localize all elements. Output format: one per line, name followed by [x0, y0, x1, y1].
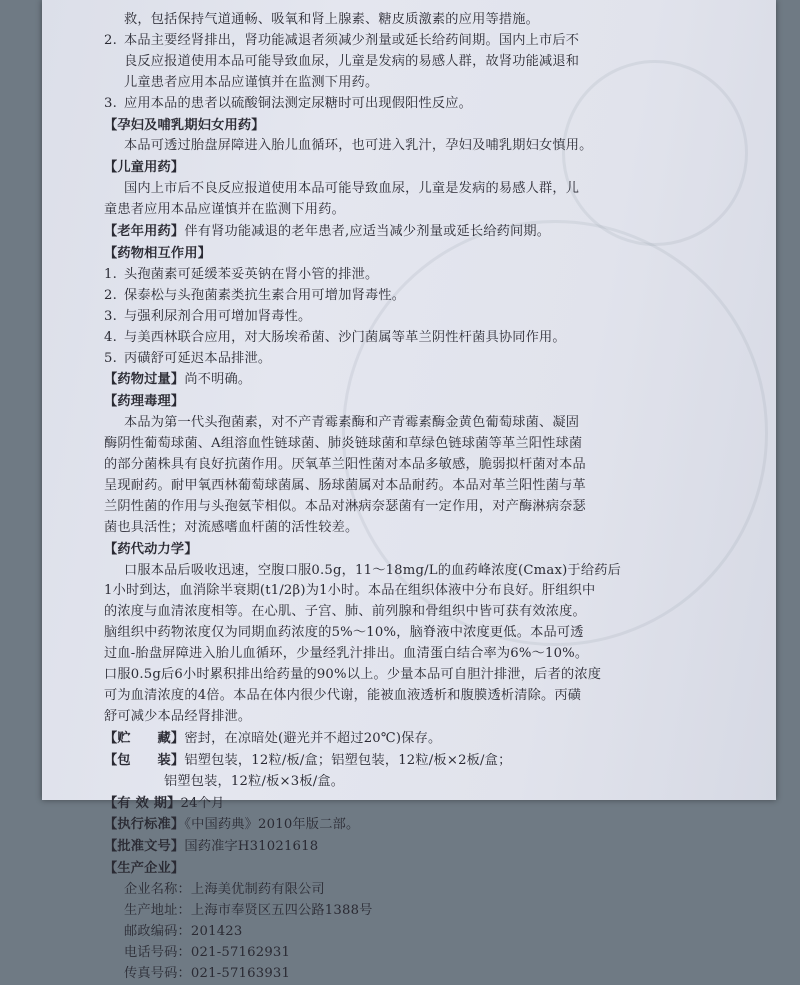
line-text: 丙磺舒可延迟本品排泄。 — [124, 350, 272, 366]
section-tag: 【有 效 期】 — [104, 795, 181, 811]
text-line — [104, 265, 744, 286]
section-tag: 【贮 藏】 — [104, 730, 185, 746]
text-line — [104, 943, 744, 964]
text-line — [104, 880, 744, 901]
line-text: 国内上市后不良反应报道使用本品可能导致血尿，儿童是发病的易感人群，儿 — [124, 181, 580, 197]
text-line — [104, 136, 744, 157]
section-header-line — [104, 729, 744, 750]
section-header-line — [104, 158, 744, 179]
section-header-line — [104, 751, 744, 772]
text-line — [104, 901, 744, 922]
line-text: 传真号码：021-57163931 — [124, 965, 291, 981]
text-line — [104, 665, 744, 686]
line-text: 的浓度与血清浓度相等。在心肌、子宫、肺、前列腺和骨组织中皆可获有效浓度。 — [104, 604, 586, 620]
text-line — [104, 52, 744, 73]
list-number: 3. — [104, 308, 117, 324]
line-text: 电话号码：021-57162931 — [124, 944, 291, 960]
text-line — [104, 328, 744, 349]
text-line — [104, 686, 744, 707]
line-text: 酶阴性葡萄球菌、A组溶血性链球菌、肺炎链球菌和草绿色链球菌等革兰阳性球菌 — [104, 436, 583, 452]
line-text: 兰阴性菌的作用与头孢氨苄相似。本品对淋病奈瑟菌有一定作用，对产酶淋病奈瑟 — [104, 498, 586, 514]
section-header-line — [104, 222, 744, 243]
text-line — [104, 307, 744, 328]
line-text: 本品为第一代头孢菌素，对不产青霉素酶和产青霉素酶金黄色葡萄球菌、凝固 — [124, 415, 580, 431]
list-number: 2. — [104, 287, 117, 303]
section-header-line — [104, 794, 744, 815]
line-text: 企业名称：上海美优制药有限公司 — [124, 882, 325, 898]
section-tag: 【药理毒理】 — [104, 394, 185, 410]
text-line — [104, 772, 744, 793]
line-text: 铝塑包装，12粒/板×3板/盒。 — [164, 773, 345, 789]
section-header-line — [104, 859, 744, 880]
text-line — [104, 73, 744, 94]
line-text: 与美西林联合应用，对大肠埃希菌、沙门菌属等革兰阴性杆菌具协同作用。 — [124, 329, 566, 345]
text-line — [104, 964, 744, 985]
section-tag: 【执行标准】 — [104, 817, 185, 833]
line-text: 伴有肾功能减退的老年患者,应适当减少剂量或延长给药间期。 — [184, 224, 551, 240]
line-text: 口服0.5g后6小时累积排出给药量的90%以上。少量本品可自胆汁排泄，后者的浓度 — [104, 667, 602, 683]
line-text: 口服本品后吸收迅速，空腹口服0.5g，11～18mg/L的血药峰浓度(Cmax)于给药后 — [124, 562, 621, 578]
section-header-line — [104, 392, 744, 413]
text-line — [104, 200, 744, 221]
text-line — [104, 561, 744, 582]
section-header-line — [104, 244, 744, 265]
section-tag: 【药物相互作用】 — [104, 245, 212, 261]
line-text: 呈现耐药。耐甲氧西林葡萄球菌属、肠球菌属对本品耐药。本品对革兰阳性菌与革 — [104, 477, 586, 493]
list-number: 3. — [104, 95, 117, 111]
text-line — [104, 413, 744, 434]
list-number: 2. — [104, 32, 117, 48]
text-line — [104, 518, 744, 539]
line-text: 24个月 — [180, 795, 225, 811]
line-text: 与强利尿剂合用可增加肾毒性。 — [124, 308, 312, 324]
line-text: 生产地址：上海市奉贤区五四公路1388号 — [124, 903, 373, 919]
text-line — [104, 476, 744, 497]
section-tag: 【药物过量】 — [104, 372, 185, 388]
section-tag: 【孕妇及哺乳期妇女用药】 — [104, 117, 265, 133]
list-number: 5. — [104, 350, 117, 366]
section-tag: 【儿童用药】 — [104, 160, 185, 176]
line-text: 过血-胎盘屏障进入胎儿血循环，少量经乳汁排出。血清蛋白结合率为6%～10%。 — [104, 646, 589, 662]
line-text: 良反应报道使用本品可能导致血尿，儿童是发病的易感人群，故肾功能减退和 — [124, 53, 580, 69]
text-line — [104, 455, 744, 476]
text-line — [104, 31, 744, 52]
section-header-line — [104, 837, 744, 858]
text-line — [104, 581, 744, 602]
line-text: 脑组织中药物浓度仅为同期血药浓度的5%～10%，脑脊液中浓度更低。本品可透 — [104, 625, 584, 641]
line-text: 密封，在凉暗处(避光并不超过20℃)保存。 — [184, 730, 442, 746]
section-tag: 【包 装】 — [104, 752, 185, 768]
list-number: 1. — [104, 266, 117, 282]
line-text: 《中国药典》2010年版二部。 — [184, 817, 360, 833]
section-header-line — [104, 370, 744, 391]
line-text: 保泰松与头孢菌素类抗生素合用可增加肾毒性。 — [124, 287, 406, 303]
text-line — [104, 602, 744, 623]
line-text: 儿童患者应用本品应谨慎并在监测下用药。 — [124, 74, 379, 90]
text-line — [104, 94, 744, 115]
package-insert-page — [42, 0, 776, 981]
line-text: 救，包括保持气道通畅、吸氧和肾上腺素、糖皮质激素的应用等措施。 — [124, 12, 540, 27]
list-number: 4. — [104, 329, 117, 345]
section-header-line — [104, 540, 744, 561]
text-line — [104, 707, 744, 728]
line-text: 国药准字H31021618 — [184, 839, 319, 855]
section-header-line — [104, 116, 744, 137]
section-tag: 【批准文号】 — [104, 839, 185, 855]
line-text: 可为血清浓度的4倍。本品在体内很少代谢，能被血液透析和腹膜透析清除。丙磺 — [104, 688, 582, 703]
text-line — [104, 286, 744, 307]
line-text: 应用本品的患者以硫酸铜法测定尿糖时可出现假阳性反应。 — [124, 95, 473, 111]
line-text: 尚不明确。 — [184, 372, 252, 388]
line-text: 童患者应用本品应谨慎并在监测下用药。 — [104, 202, 345, 218]
line-text: 菌也具活性；对流感嗜血杆菌的活性较差。 — [104, 519, 359, 535]
line-text: 1小时到达，血消除半衰期(t1/2β)为1小时。本品在组织体液中分布良好。肝组织中 — [104, 583, 596, 599]
section-header-line — [104, 815, 744, 836]
line-text: 邮政编码：201423 — [124, 923, 243, 939]
text-line — [104, 644, 744, 665]
text-line — [104, 10, 744, 31]
text-line — [104, 434, 744, 455]
text-line — [104, 179, 744, 200]
section-tag: 【生产企业】 — [104, 861, 185, 877]
section-tag: 【药代动力学】 — [104, 541, 198, 557]
line-text: 舒可减少本品经肾排泄。 — [104, 708, 252, 724]
text-line — [104, 349, 744, 370]
text-line — [104, 922, 744, 943]
section-tag: 【老年用药】 — [104, 224, 185, 240]
text-line — [104, 497, 744, 518]
insert-text-body — [104, 10, 744, 985]
text-line — [104, 623, 744, 644]
line-text: 铝塑包装，12粒/板/盒；铝塑包装，12粒/板×2板/盒； — [184, 752, 512, 768]
line-text: 本品主要经肾排出，肾功能减退者须减少剂量或延长给药间期。国内上市后不 — [124, 32, 580, 48]
line-text: 本品可透过胎盘屏障进入胎儿血循环，也可进入乳汁，孕妇及哺乳期妇女慎用。 — [124, 138, 593, 154]
line-text: 的部分菌株具有良好抗菌作用。厌氧革兰阳性菌对本品多敏感，脆弱拟杆菌对本品 — [104, 457, 586, 473]
line-text: 头孢菌素可延缓苯妥英钠在肾小管的排泄。 — [124, 266, 379, 282]
